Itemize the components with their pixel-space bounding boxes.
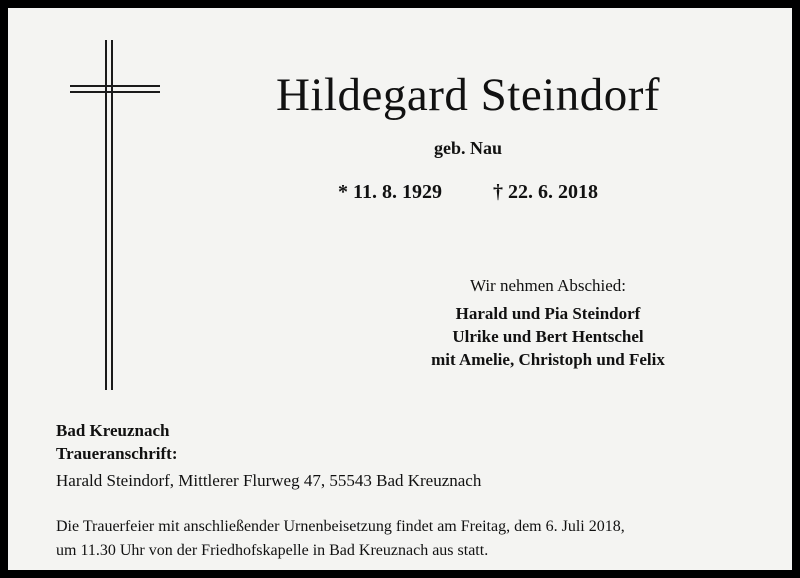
death-date: † 22. 6. 2018 — [492, 180, 598, 203]
obituary-card — [8, 8, 792, 570]
city-name: Bad Kreuznach — [56, 421, 170, 440]
mourner-line: mit Amelie, Christoph und Felix — [431, 349, 665, 369]
mourner-line: Harald und Pia Steindorf — [455, 304, 641, 323]
mourner-line: Ulrike und Bert Hentschel — [452, 326, 644, 346]
ceremony-line: um 11.30 Uhr von der Friedhofskapelle in Bad Kreuznach aus statt. — [56, 541, 489, 559]
footer-block — [56, 420, 756, 562]
address-label: Traueranschrift: — [56, 443, 178, 463]
maiden-name: geb. Nau — [433, 137, 502, 158]
ceremony-line: Die Trauerfeier mit anschließender Urnenbeisetzung findet am Freitag, dem 6. Juli 2018, — [56, 518, 625, 536]
life-dates — [178, 181, 758, 204]
mourners-block — [338, 276, 758, 372]
deceased-name: Hildegard Steindorf — [275, 69, 661, 121]
ceremony-info — [56, 515, 756, 561]
christian-cross-icon — [70, 40, 160, 390]
cross-horizontal-stroke-inner — [70, 91, 160, 93]
mourners-intro: Wir nehmen Abschied: — [469, 276, 627, 295]
birth-date: * 11. 8. 1929 — [338, 180, 442, 203]
cross-horizontal-stroke — [70, 85, 160, 87]
name-block — [178, 70, 758, 204]
address-line: Harald Steindorf, Mittlerer Flurweg 47, 55543 Bad Kreuznach — [56, 470, 482, 490]
